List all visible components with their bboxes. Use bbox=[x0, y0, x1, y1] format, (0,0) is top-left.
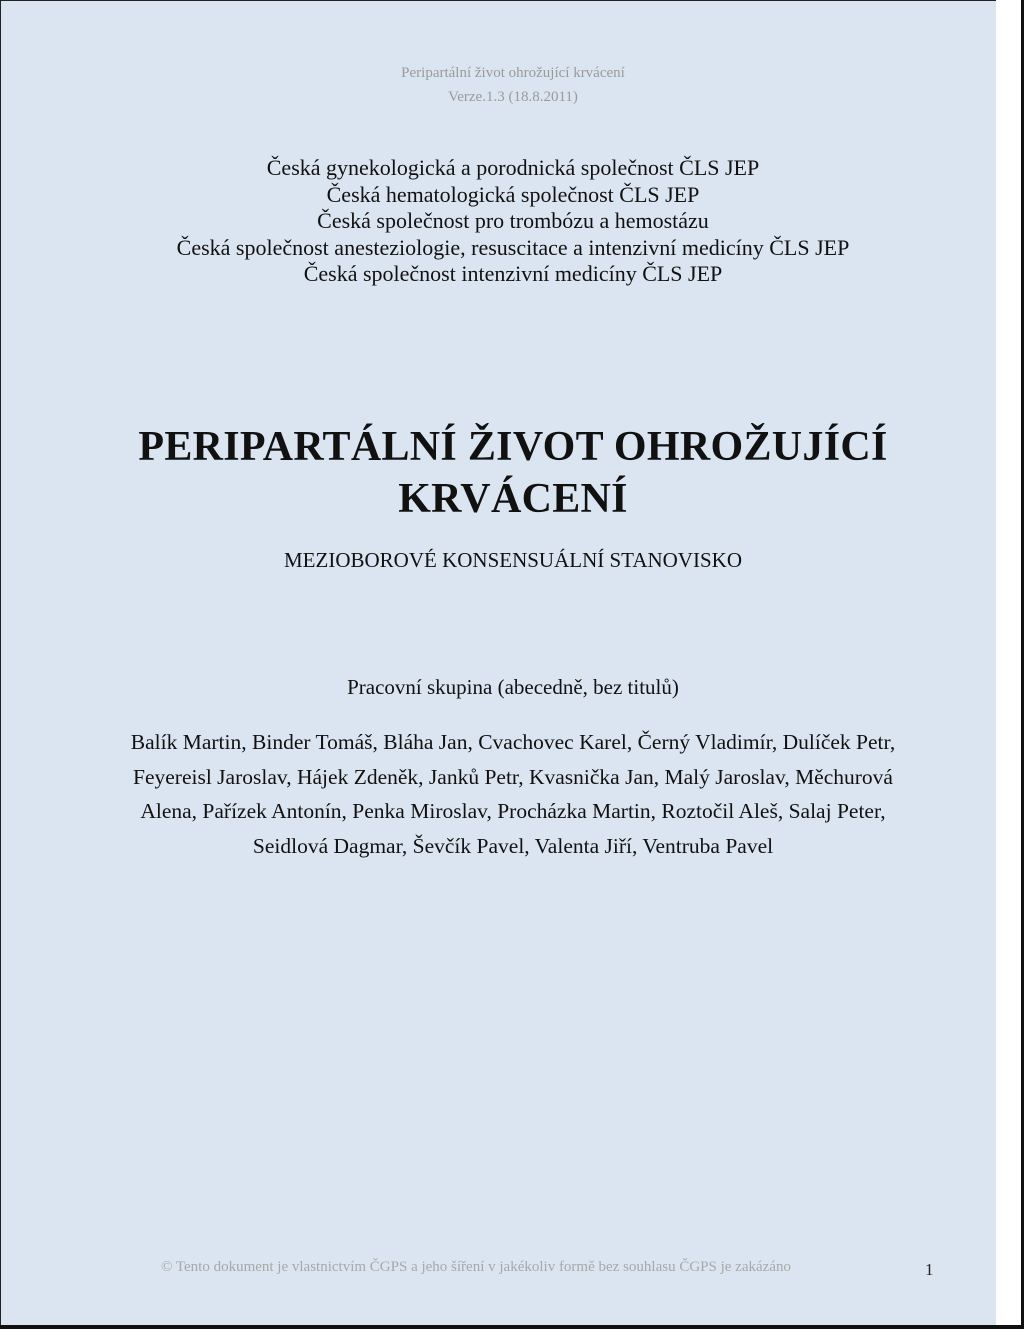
authors-line: Alena, Pařízek Antonín, Penka Miroslav, Procházka Martin, Roztočil Aleš, Salaj Peter, bbox=[140, 799, 886, 823]
running-header-version: Verze.1.3 (18.8.2011) bbox=[448, 89, 578, 105]
organizations-list bbox=[1, 155, 1024, 288]
organization-item: Česká gynekologická a porodnická společnost ČLS JEP bbox=[266, 155, 760, 180]
organization-item: Česká hematologická společnost ČLS JEP bbox=[326, 181, 700, 207]
page-edge-bottom bbox=[0, 1325, 1024, 1329]
authors-line: Balík Martin, Binder Tomáš, Bláha Jan, Cvachovec Karel, Černý Vladimír, Dulíček Petr, bbox=[130, 730, 896, 754]
authors-line: Feyereisl Jaroslav, Hájek Zdeněk, Janků Petr, Kvasnička Jan, Malý Jaroslav, Měchurová bbox=[133, 764, 893, 789]
document-title bbox=[1, 421, 1024, 525]
organization-item: Česká společnost anesteziologie, resuscitace a intenzivní medicíny ČLS JEP bbox=[176, 234, 850, 260]
document-title-line: PERIPARTÁLNÍ ŽIVOT OHROŽUJÍCÍ bbox=[138, 424, 888, 470]
authors-list bbox=[1, 725, 1024, 863]
page-number: 1 bbox=[925, 1260, 934, 1279]
running-header-title: Peripartální život ohrožující krvácení bbox=[401, 65, 625, 81]
workgroup-heading: Pracovní skupina (abecedně, bez titulů) bbox=[347, 675, 679, 699]
document-subtitle: MEZIOBOROVÉ KONSENSUÁLNÍ STANOVISKO bbox=[284, 548, 742, 572]
document-title-line: KRVÁCENÍ bbox=[398, 476, 628, 522]
authors-line: Seidlová Dagmar, Ševčík Pavel, Valenta Jiří, Ventruba Pavel bbox=[252, 833, 774, 858]
organization-item: Česká společnost intenzivní medicíny ČLS JEP bbox=[303, 261, 723, 286]
copyright-footer: © Tento dokument je vlastnictvím ČGPS a jeho šíření v jakékoliv formě bez souhlasu ČGPS je zakázáno bbox=[161, 1259, 791, 1275]
organization-item: Česká společnost pro trombózu a hemostázu bbox=[317, 208, 709, 233]
